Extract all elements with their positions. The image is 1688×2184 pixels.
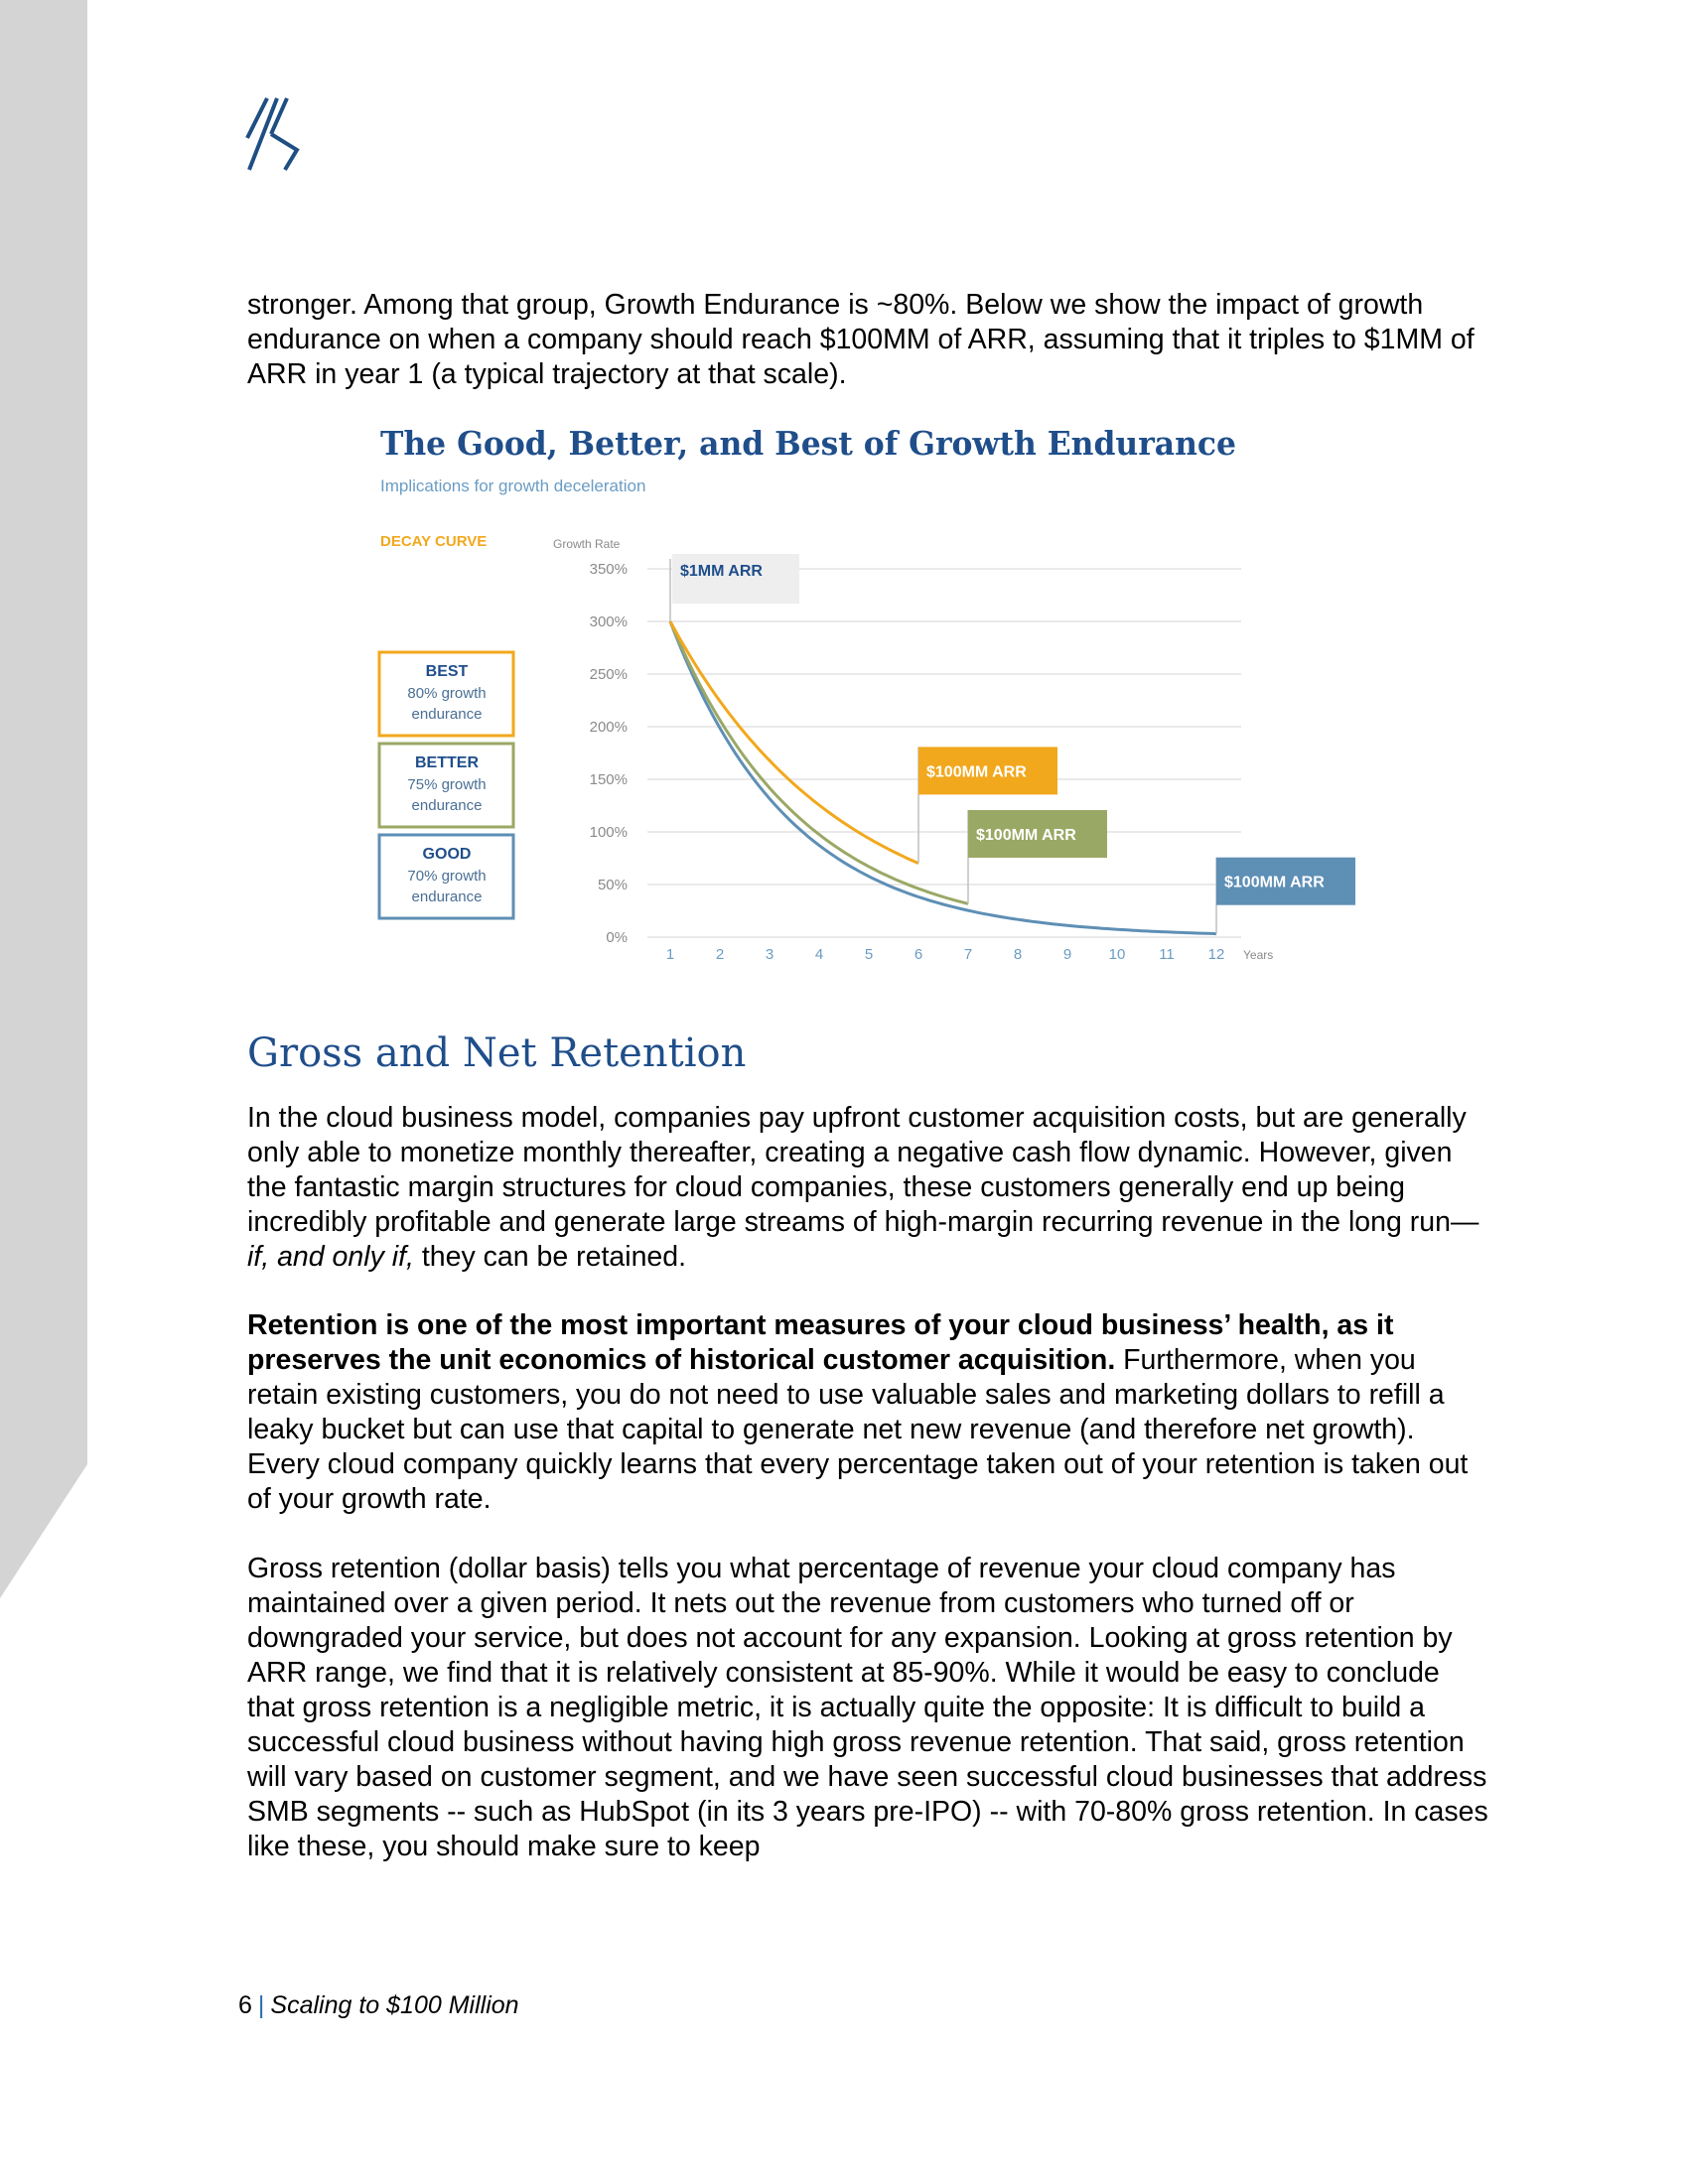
x-tick-label: 5 (864, 946, 874, 963)
y-axis-label: Growth Rate (553, 537, 621, 551)
y-tick-label: 0% (606, 929, 628, 946)
chart-subtitle: Implications for growth deceleration (380, 477, 646, 495)
y-tick-label: 150% (589, 771, 628, 788)
x-axis-label: Years (1243, 948, 1274, 962)
good-target-label: $100MM ARR (1224, 874, 1325, 891)
body-paragraph-3: Gross retention (dollar basis) tells you what percentage of revenue your cloud company has maintained over a given period. It nets out the revenue from customers who turned off or downgraded your service, but does not account for any expansion. Looking at gross retention by ARR range, we find that it is relatively consistent at 85-90%. While it would be easy to conclude that gross retention is a negligible metric, it is actually quite the opposite: It is difficult to build a successful cloud business without having high gross revenue retention. That said, gross retention will vary based on customer segment, and we have seen successful cloud businesses that address SMB segments -- such as HubSpot (in its 3 years pre-IPO) -- with 70-80% gross retention. In cases like these, you should make sure to keep (247, 1553, 1488, 1862)
y-tick-label: 250% (589, 666, 628, 683)
better-legend-name: BETTER (415, 754, 479, 771)
page-number: 6 (238, 1991, 252, 2019)
p1-text-b: they can be retained. (413, 1241, 687, 1273)
best-curve (670, 621, 918, 864)
growth-endurance-chart (367, 422, 1370, 993)
company-logo (243, 94, 303, 174)
p1-emphasis: if, and only if, (247, 1241, 414, 1273)
side-decorative-band (0, 0, 99, 1598)
better-target-label: $100MM ARR (976, 827, 1076, 844)
best-legend-name: BEST (425, 663, 469, 680)
x-tick-label: 3 (765, 946, 774, 963)
best-legend-sub2: endurance (411, 706, 483, 723)
decay-curve-label: DECAY CURVE (380, 533, 488, 550)
best-legend-sub1: 80% growth (407, 685, 487, 702)
better-legend-sub2: endurance (411, 797, 483, 814)
intro-paragraph: stronger. Among that group, Growth Endurance is ~80%. Below we show the impact of growth endurance on when a company should reach $100MM of ARR, assuming that it triples to $1MM of ARR in year 1 (a typical trajectory at that scale). (247, 289, 1475, 390)
x-tick-label: 1 (665, 946, 675, 963)
y-tick-label: 50% (597, 877, 628, 893)
better-legend-sub1: 75% growth (407, 776, 487, 793)
y-tick-label: 300% (589, 614, 628, 630)
x-tick-label: 12 (1207, 946, 1225, 963)
start-label: $1MM ARR (680, 563, 763, 580)
y-tick-label: 200% (589, 719, 628, 736)
body-paragraph-2 (247, 1308, 1488, 1517)
page-footer (238, 1991, 519, 2020)
x-tick-label: 2 (715, 946, 725, 963)
footer-separator: | (257, 1991, 265, 2019)
y-tick-label: 100% (589, 824, 628, 841)
x-tick-label: 10 (1108, 946, 1126, 963)
good-legend-sub2: endurance (411, 888, 483, 905)
x-tick-label: 11 (1159, 946, 1175, 963)
x-tick-label: 6 (914, 946, 923, 963)
x-tick-label: 8 (1013, 946, 1023, 963)
body-paragraph-1 (247, 1101, 1488, 1275)
x-tick-label: 7 (963, 946, 973, 963)
y-tick-label: 350% (589, 561, 628, 578)
x-tick-label: 9 (1062, 946, 1072, 963)
p1-text-a: In the cloud business model, companies pay upfront customer acquisition costs, but are generally only able to monetize monthly thereafter, creating a negative cash flow dynamic. However, given the fantastic margin structures for cloud companies, these customers generally end up being incredibly profitable and generate large streams of high-margin recurring revenue in the long run— (247, 1102, 1479, 1238)
p2-text: Furthermore, when you retain existing customers, you do not need to use valuable sales and marketing dollars to refill a leaky bucket but can use that capital to generate net new revenue (and therefore net growth). Every cloud company quickly learns that every percentage taken out of your retention is taken out of your growth rate. (247, 1344, 1469, 1515)
x-tick-label: 4 (814, 946, 824, 963)
good-legend-sub1: 70% growth (407, 868, 487, 885)
footer-title: Scaling to $100 Million (270, 1991, 519, 2019)
good-legend-name: GOOD (422, 846, 472, 863)
chart-title: The Good, Better, and Best of Growth Endurance (380, 424, 1236, 463)
p2-bold-lead: Retention is one of the most important measures of your cloud business’ health, as it preserves the unit economics of historical customer acquisition. (247, 1309, 1394, 1376)
best-target-label: $100MM ARR (926, 763, 1027, 781)
section-heading: Gross and Net Retention (247, 1030, 747, 1076)
